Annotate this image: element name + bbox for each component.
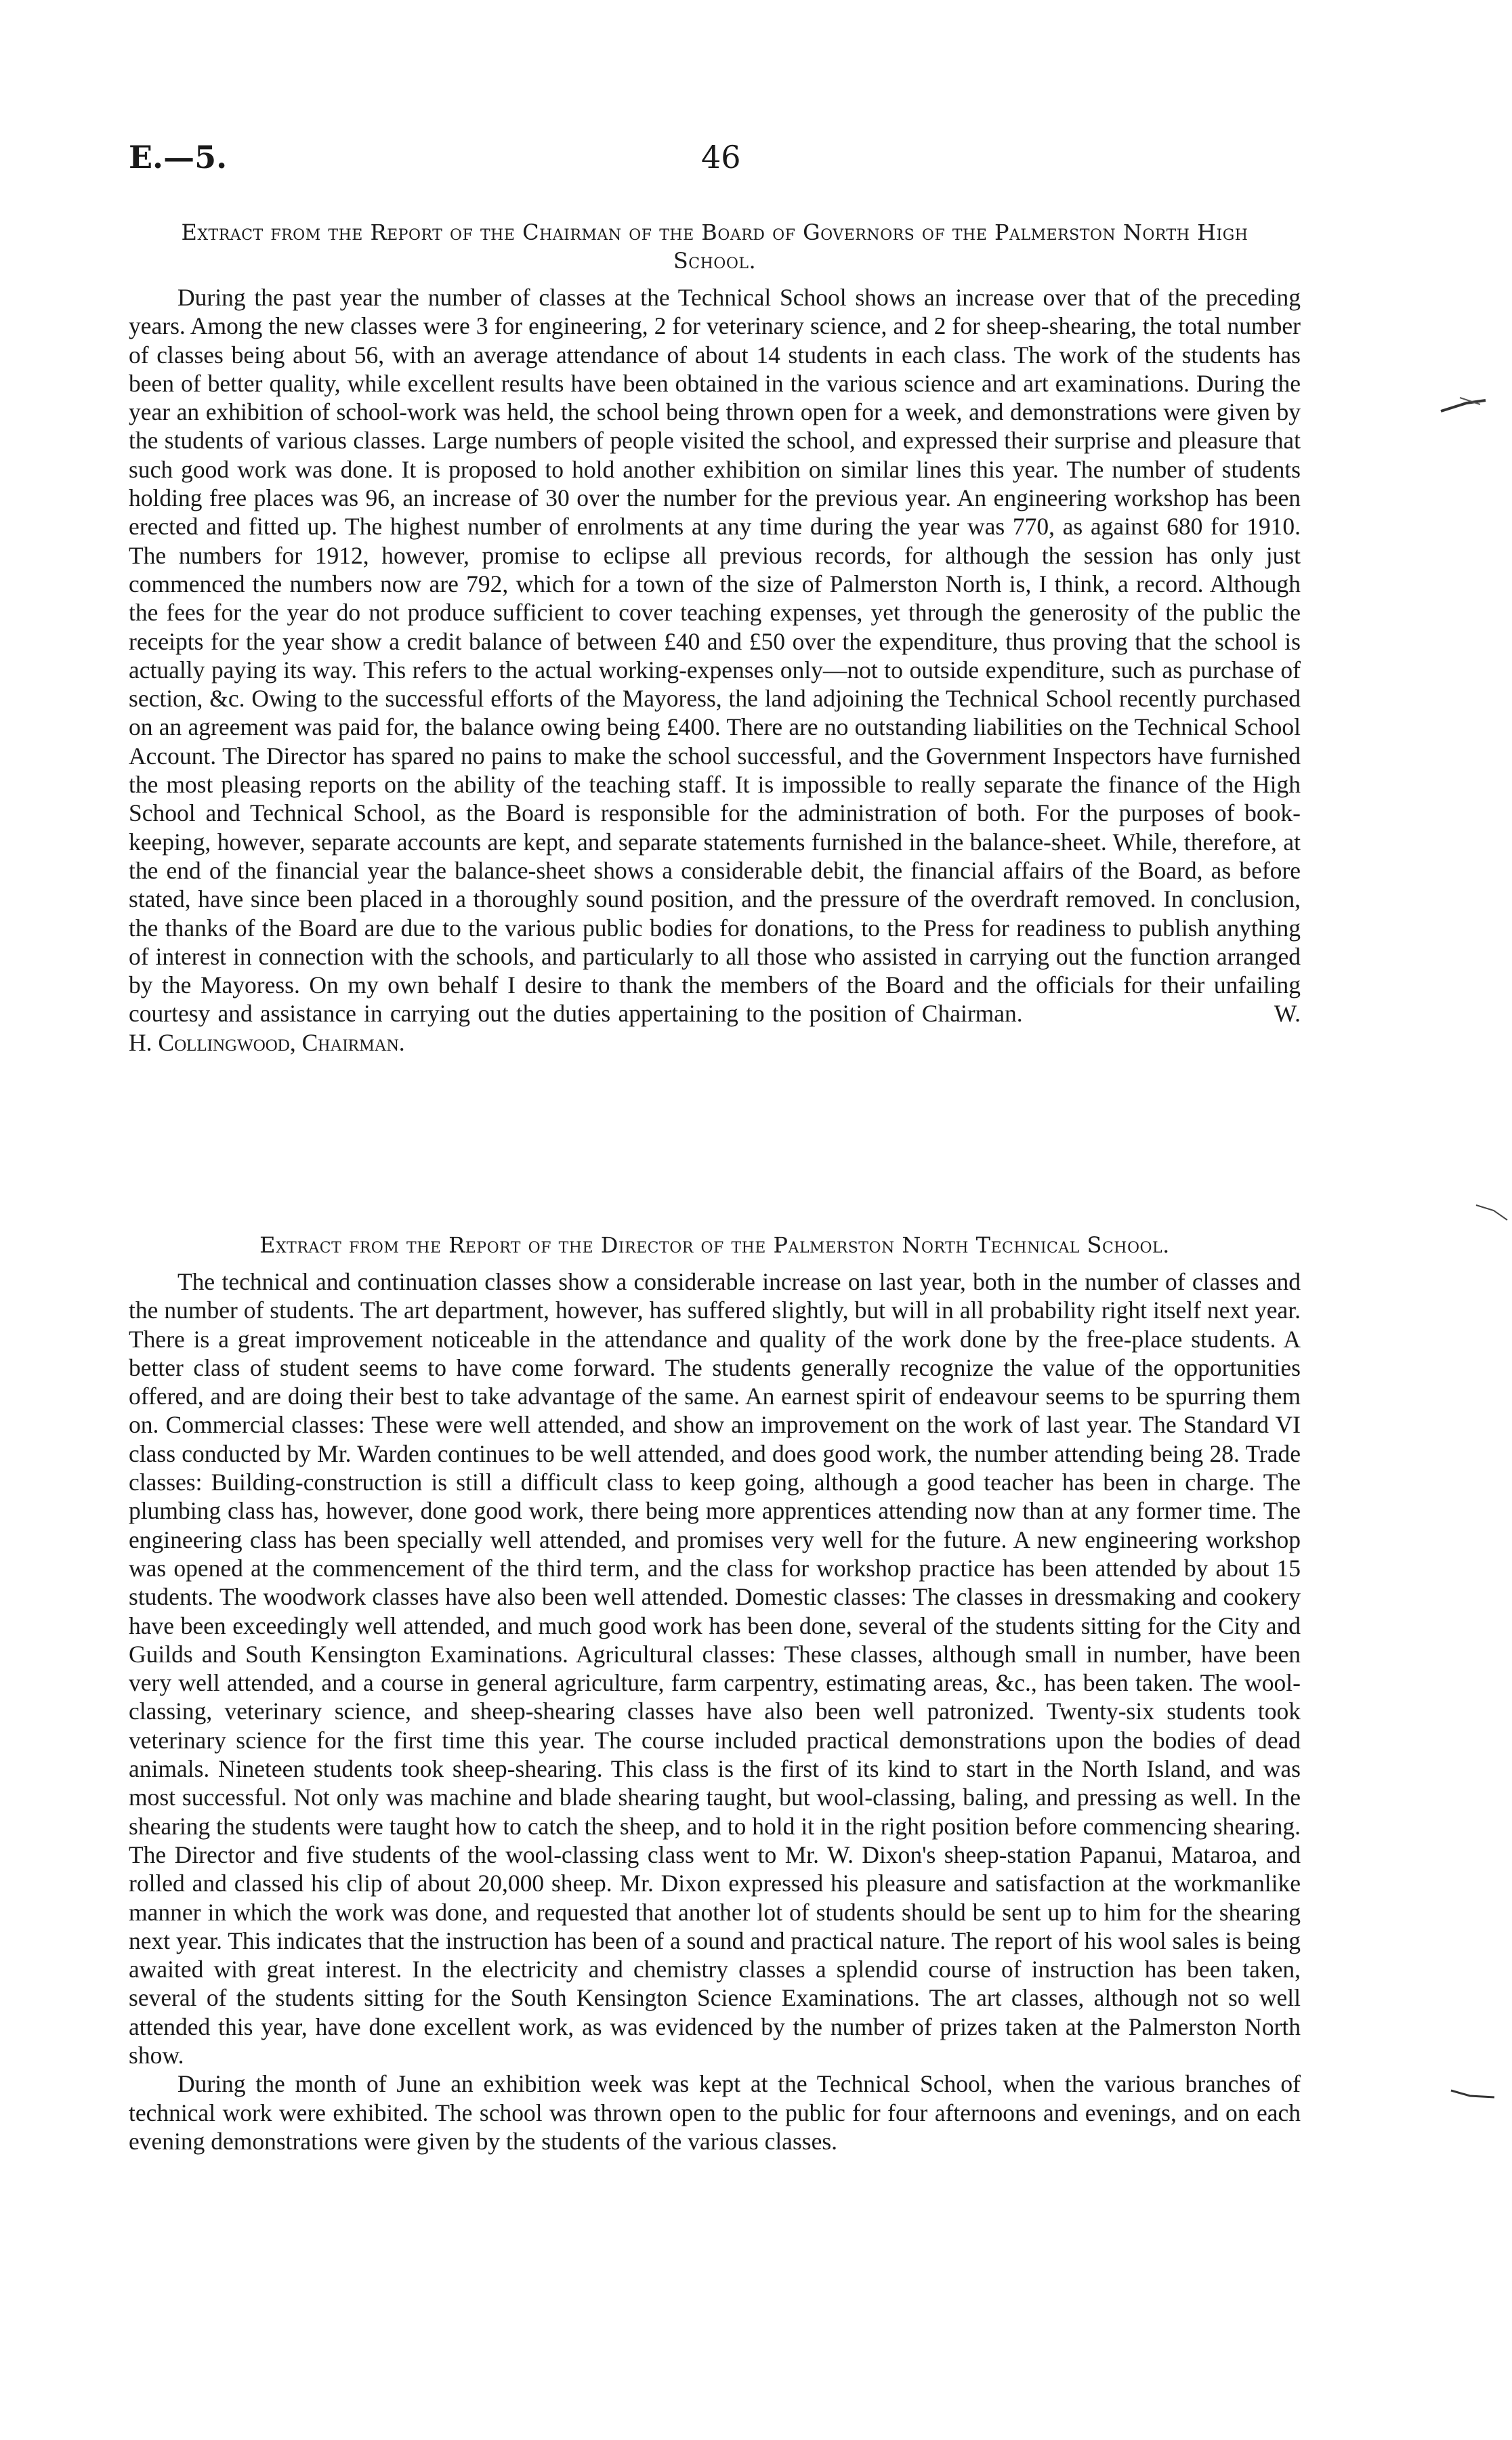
document-reference: E.—5.: [129, 139, 228, 175]
chairman-report-heading: Extract from the Report of the Chairman of the Board of Governors of the Palmerston North High School.: [181, 219, 1248, 274]
chairman-report-text: During the past year the number of classes at the Technical School shows an increase over that of the preceding years. Among the new classes were 3 for engineering, 2 for veterinary science, and 2 for sheep-shearing, the total number of classes being about 56, with an average attendance of about 14 students in each class. The work of the students has been of better quality, while excellent results have been obtained in the various science and art examinations. During the year an exhibition of school-work was held, the school being thrown open for a week, and demonstrations were given by the students of various classes. Large numbers of people visited the school, and expressed their surprise and pleasure that such good work was done. It is proposed to hold another exhibition on similar lines this year. The number of students holding free places was 96, an increase of 30 over the number for the previous year. An engineering workshop has been erected and fitted up. The highest number of enrolments at any time during the year was 770, as against 680 for 1910. The numbers for 1912, however, promise to eclipse all previous records, for although the session has only just commenced the numbers now are 792, which for a town of the size of Palmerston North is, I think, a record. Although the fees for the year do not produce sufficient to cover teaching expenses, yet through the generosity of the public the receipts for the year show a credit balance of between £40 and £50 over the expenditure, thus proving that the school is actually paying its way. This refers to the actual working-expenses only—not to outside expenditure, such as purchase of section, &c. Owing to the successful efforts of the Mayoress, the land adjoining the Technical School recently purchased on an agreement was paid for, the balance owing being £400. There are no outstanding liabilities on the Technical School Account. The Director has spared no pains to make the school successful, and the Government Inspectors have furnished the most pleasing reports on the ability of the teaching staff. It is impossible to really separate the finance of the High School and Technical School, as the Board is responsible for the administration of both. For the purposes of book-keeping, however, separate accounts are kept, and separate statements furnished in the balance-sheet. While, therefore, at the end of the financial year the balance-sheet shows a considerable debit, the financial affairs of the Board, as before stated, have since been placed in a thoroughly sound position, and the pressure of the overdraft removed. In conclusion, the thanks of the Board are due to the various public bodies for donations, to the Press for readiness to publish anything of interest in connection with the schools, and particularly to all those who assisted in carrying out the function arranged by the Mayoress. On my own behalf I desire to thank the members of the Board and the officials for their unfailing courtesy and assistance in carrying out the duties appertaining to the position of Chairman.: [129, 284, 1301, 1028]
director-report-paragraph-2: During the month of June an exhibition week was kept at the Technical School, when the various branches of technical work were exhibited. The school was thrown open to the public for four afternoons and evenings, and on each evening demonstrations were given by the students of the various classes.: [129, 2070, 1301, 2155]
chairman-report-body: [129, 283, 1301, 1057]
chairman-signature: W. H. Collingwood, Chairman.: [129, 1000, 1301, 1056]
margin-scratch-mark: [1473, 1202, 1512, 1223]
director-report-paragraph-1: The technical and continuation classes show a considerable increase on last year, both in the number of classes and the number of students. The art department, however, has suffered slightly, but will in all probability right itself next year. There is a great improvement noticeable in the attendance and quality of the work done by the free-place students. A better class of student seems to have come forward. The students generally recognize the value of the opportunities offered, and are doing their best to take advantage of the same. An earnest spirit of endeavour seems to be spurring them on. Commercial classes: These were well attended, and show an improvement on the work of last year. The Standard VI class conducted by Mr. Warden continues to be well attended, and does good work, the number attending being 28. Trade classes: Building-construction is still a difficult class to keep going, although a good teacher has been in charge. The plumbing class has, however, done good work, there being more apprentices attending now than at any former time. The engineering class has been specially well attended, and promises very well for the future. A new engineering workshop was opened at the commencement of the third term, and the class for workshop practice has been attended by about 15 students. The woodwork classes have also been well attended. Domestic classes: The classes in dressmaking and cookery have been exceedingly well attended, and much good work has been done, several of the students sitting for the City and Guilds and South Kensington Examinations. Agricultural classes: These classes, although small in number, have been very well attended, and a course in general agriculture, farm carpentry, estimating areas, &c., has been taken. The wool-classing, veterinary science, and sheep-shearing classes have also been well patronized. Twenty-six students took veterinary science for the first time this year. The course included practical demonstrations upon the bodies of dead animals. Nineteen students took sheep-shearing. This class is the first of its kind to start in the North Island, and was most successful. Not only was machine and blade shearing taught, but wool-classing, baling, and pressing as well. In the shearing the students were taught how to catch the sheep, and to hold it in the right position before commencing shearing. The Director and five students of the wool-classing class went to Mr. W. Dixon's sheep-station Papanui, Mataroa, and rolled and classed his clip of about 20,000 sheep. Mr. Dixon expressed his pleasure and satisfaction at the workmanlike manner in which the work was done, and requested that another lot of students should be sent up to him for the shearing next year. This indicates that the instruction has been of a sound and practical nature. The report of his wool sales is being awaited with great interest. In the electricity and chemistry classes a splendid course of instruction has been taken, several of the students sitting for the South Kensington Science Examinations. The art classes, although not so well attended this year, have done excellent work, as was evidenced by the number of prizes taken at the Palmerston North show.: [129, 1268, 1301, 2069]
margin-scratch-mark: [1440, 396, 1487, 417]
director-report-heading: Extract from the Report of the Director of the Palmerston North Technical School.: [259, 1232, 1170, 1258]
page-number: 46: [701, 139, 741, 175]
margin-scratch-mark: [1450, 2086, 1497, 2107]
director-report-section: [129, 1231, 1301, 2155]
chairman-report-section: [129, 218, 1301, 1057]
page-header: [129, 139, 1294, 180]
